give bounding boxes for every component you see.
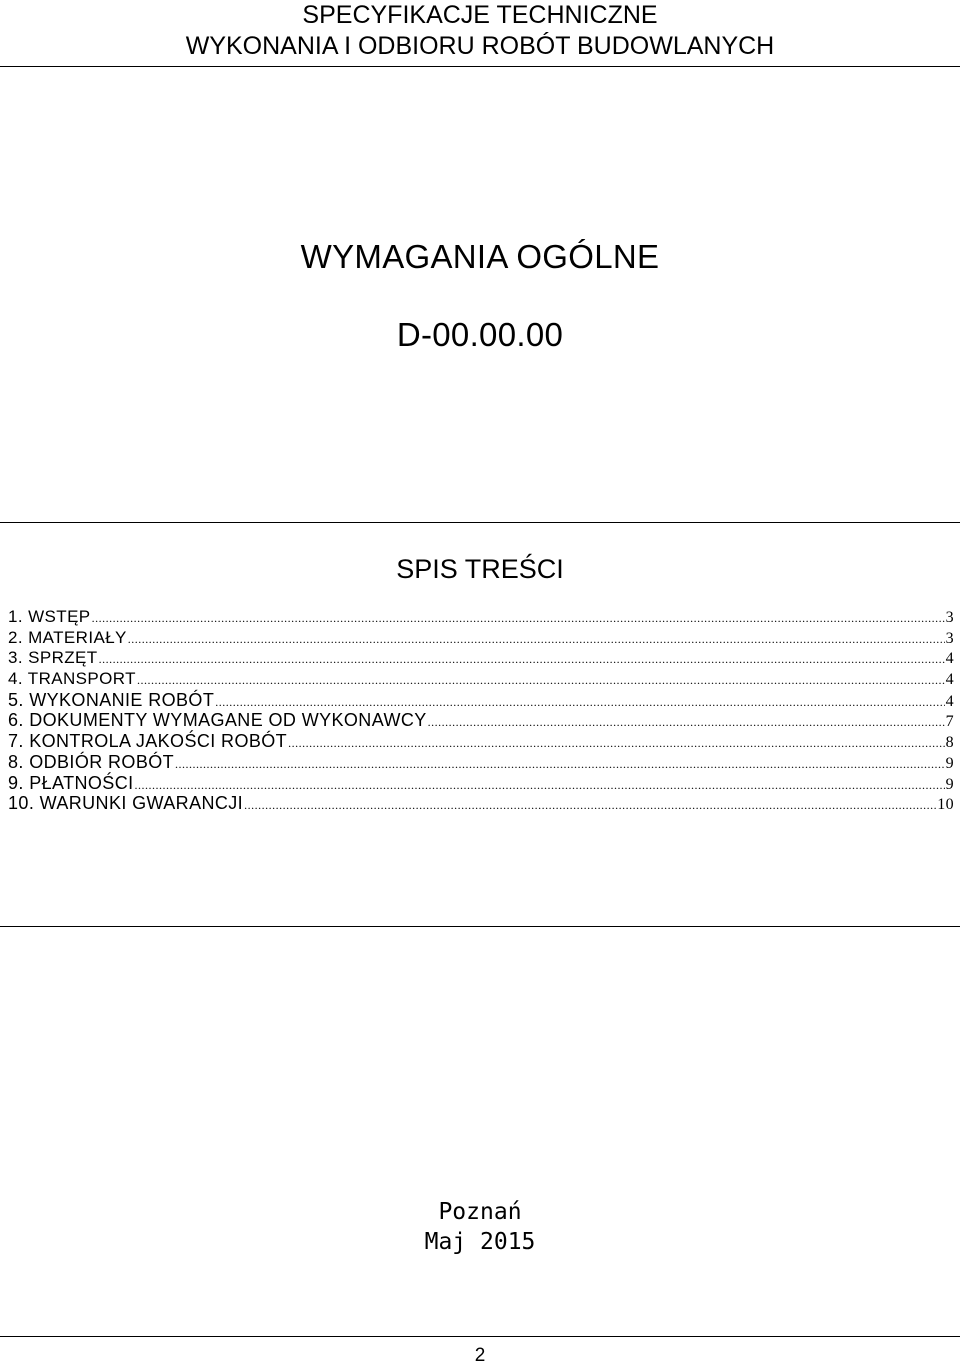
header-divider [0,66,960,67]
toc-item[interactable] [8,752,954,773]
toc-item-title: 10. WARUNKI GWARANCJI [8,793,244,814]
toc-item-title: 9. PŁATNOŚCI [8,772,134,793]
toc-item[interactable] [8,628,954,649]
toc-item-page: 7 [945,713,954,731]
toc-dot-leader [92,608,945,628]
toc-item-page: 10 [937,796,954,814]
page-number: 2 [474,1345,486,1366]
footer-divider [0,1336,960,1337]
toc-item[interactable] [8,669,954,690]
toc-item[interactable] [8,793,954,814]
city-label: Poznań [438,1199,522,1225]
toc-bottom-divider [0,926,960,927]
document-code: D-00.00.00 [396,316,564,353]
toc-top-divider [0,522,960,523]
toc-item[interactable] [8,690,954,711]
document-title: WYMAGANIA OGÓLNE [300,238,660,275]
toc-item-title: 1. WSTĘP [8,607,91,626]
toc-dot-leader [428,712,945,732]
toc-item[interactable] [8,710,954,731]
toc-heading: SPIS TREŚCI [396,554,564,584]
toc-item-title: 7. KONTROLA JAKOŚCI ROBÓT [8,731,288,752]
toc-item[interactable] [8,773,954,794]
toc-dot-leader [244,795,936,815]
toc-item-page: 8 [945,734,954,752]
toc-dot-leader [288,733,945,753]
toc-item-title: 3. SPRZĘT [8,648,98,668]
toc-dot-leader [99,649,945,669]
toc-item-page: 9 [945,775,954,793]
spec-header-line-1: SPECYFIKACJE TECHNICZNE [302,1,658,29]
toc-dot-leader [215,692,944,712]
toc-dot-leader [135,775,945,795]
toc-item-title: 8. ODBIÓR ROBÓT [8,751,175,772]
toc-item[interactable] [8,648,954,669]
toc-item-page: 4 [945,671,954,689]
toc-dot-leader [137,670,945,690]
toc-item-title: 4. TRANSPORT [8,669,136,689]
toc-item[interactable] [8,731,954,752]
toc-dot-leader [175,754,945,774]
toc-item-title: 2. MATERIAŁY [8,627,127,647]
spec-header-line-2: WYKONANIA I ODBIORU ROBÓT BUDOWLANYCH [185,32,775,60]
table-of-contents [8,607,954,814]
toc-item-page: 4 [945,650,954,668]
toc-item-page: 4 [945,692,954,710]
toc-item-title: 5. WYKONANIE ROBÓT [8,689,215,710]
toc-item-title: 6. DOKUMENTY WYMAGANE OD WYKONAWCY [8,710,427,731]
toc-dot-leader [128,629,945,649]
date-label: Maj 2015 [424,1229,536,1255]
toc-item-page: 3 [945,629,954,647]
toc-item-page: 9 [945,754,954,772]
toc-item[interactable] [8,607,954,628]
toc-item-page: 3 [945,609,954,626]
